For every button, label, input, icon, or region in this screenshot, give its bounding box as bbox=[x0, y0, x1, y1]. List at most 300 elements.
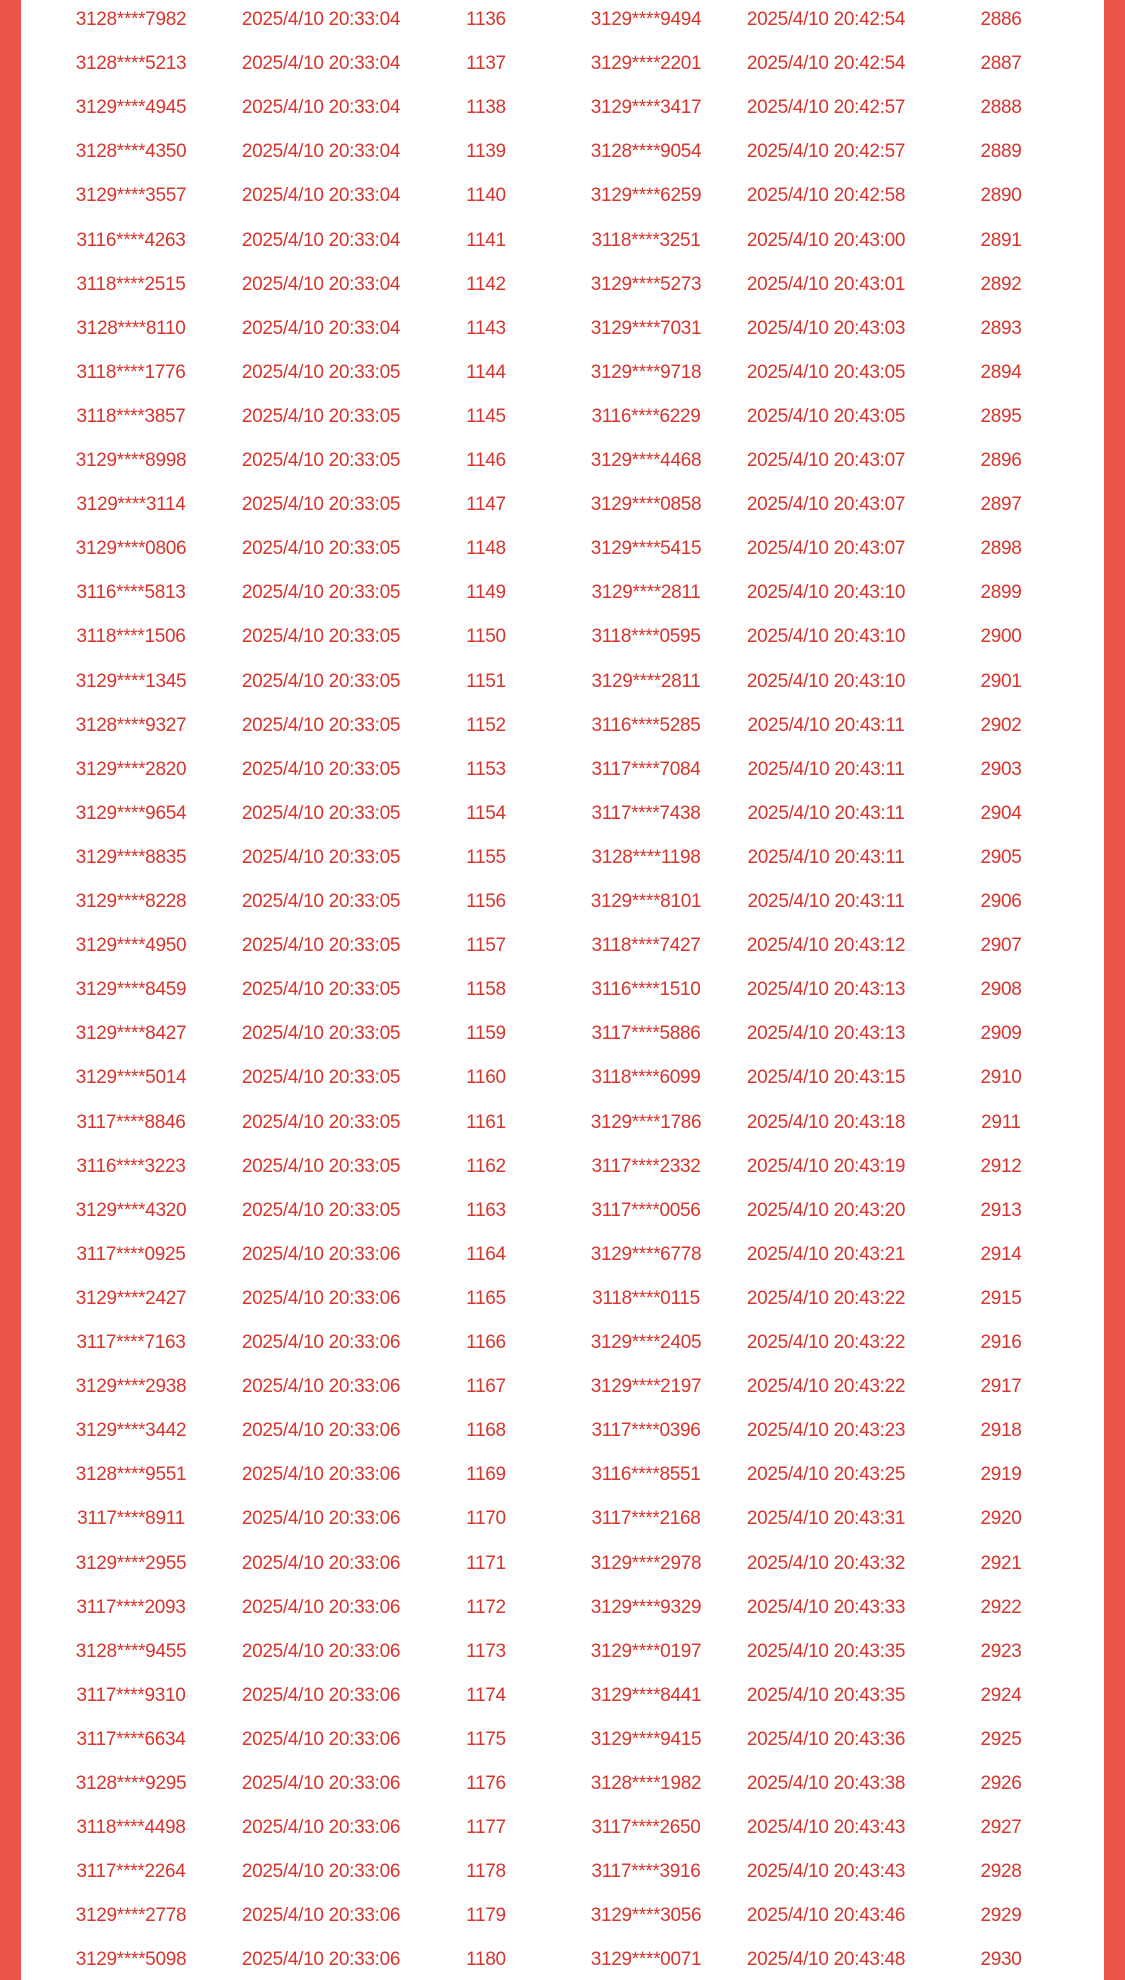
right-rank-number-cell: 2901 bbox=[980, 670, 1022, 692]
right-phone-masked-cell: 3129****0071 bbox=[590, 1949, 702, 1971]
left-rank-number-cell: 1180 bbox=[466, 1949, 506, 1971]
left-phone-masked-cell: 3117****7163 bbox=[76, 1332, 186, 1353]
right-rank-number-cell: 2910 bbox=[980, 1067, 1022, 1089]
right-rank-number-cell: 2893 bbox=[980, 317, 1022, 339]
left-rank-number-cell: 1161 bbox=[466, 1111, 506, 1133]
table-row bbox=[21, 351, 1104, 395]
left-phone-masked-cell: 3129****5014 bbox=[75, 1067, 187, 1089]
left-phone-masked-cell: 3116****3223 bbox=[76, 1155, 186, 1177]
right-rank-number-cell: 2907 bbox=[980, 935, 1022, 957]
table-row bbox=[21, 0, 1104, 42]
table-row bbox=[21, 1586, 1104, 1630]
left-phone-masked-cell: 3129****3442 bbox=[75, 1420, 187, 1442]
left-draw-time-cell: 2025/4/10 20:33:05 bbox=[241, 1067, 401, 1089]
left-rank-number-cell: 1153 bbox=[466, 758, 506, 780]
right-draw-time-cell: 2025/4/10 20:43:22 bbox=[746, 1332, 906, 1353]
right-phone-masked-cell: 3117****7084 bbox=[591, 758, 701, 780]
right-draw-time-cell: 2025/4/10 20:43:11 bbox=[747, 846, 905, 868]
right-rank-number-cell: 2916 bbox=[980, 1332, 1022, 1353]
right-rank-number-cell: 2919 bbox=[980, 1464, 1022, 1486]
table-row bbox=[21, 615, 1104, 659]
left-phone-masked-cell: 3129****5098 bbox=[75, 1949, 187, 1971]
right-draw-time-cell: 2025/4/10 20:43:43 bbox=[746, 1817, 906, 1839]
right-draw-time-cell: 2025/4/10 20:43:32 bbox=[746, 1552, 906, 1574]
right-phone-masked-cell: 3118****0115 bbox=[592, 1287, 700, 1309]
right-rank-number-cell: 2898 bbox=[980, 538, 1022, 560]
right-draw-time-cell: 2025/4/10 20:43:19 bbox=[746, 1155, 906, 1177]
left-rank-number-cell: 1147 bbox=[466, 494, 506, 516]
right-phone-masked-cell: 3129****9494 bbox=[590, 9, 702, 30]
right-rank-number-cell: 2887 bbox=[980, 53, 1022, 75]
right-draw-time-cell: 2025/4/10 20:43:36 bbox=[746, 1728, 906, 1750]
right-phone-masked-cell: 3118****3251 bbox=[591, 229, 701, 251]
right-rank-number-cell: 2912 bbox=[980, 1155, 1022, 1177]
right-phone-masked-cell: 3129****5273 bbox=[590, 273, 702, 295]
right-draw-time-cell: 2025/4/10 20:43:01 bbox=[746, 273, 906, 295]
left-rank-number-cell: 1136 bbox=[466, 9, 506, 30]
left-rank-number-cell: 1163 bbox=[466, 1199, 506, 1221]
left-draw-time-cell: 2025/4/10 20:33:05 bbox=[241, 979, 401, 1001]
left-draw-time-cell: 2025/4/10 20:33:05 bbox=[241, 538, 401, 560]
left-draw-time-cell: 2025/4/10 20:33:05 bbox=[241, 1111, 401, 1133]
right-phone-masked-cell: 3129****2201 bbox=[590, 53, 702, 75]
right-rank-number-cell: 2903 bbox=[980, 758, 1022, 780]
right-draw-time-cell: 2025/4/10 20:43:22 bbox=[746, 1376, 906, 1398]
right-rank-number-cell: 2892 bbox=[980, 273, 1022, 295]
left-phone-masked-cell: 3129****2955 bbox=[75, 1552, 187, 1574]
right-rank-number-cell: 2886 bbox=[980, 9, 1022, 30]
right-rank-number-cell: 2900 bbox=[980, 626, 1022, 648]
right-phone-masked-cell: 3129****3056 bbox=[590, 1905, 702, 1927]
left-phone-masked-cell: 3129****4950 bbox=[75, 935, 187, 957]
left-draw-time-cell: 2025/4/10 20:33:05 bbox=[241, 714, 401, 736]
left-draw-time-cell: 2025/4/10 20:33:06 bbox=[241, 1243, 401, 1265]
left-rank-number-cell: 1158 bbox=[466, 979, 506, 1001]
right-draw-time-cell: 2025/4/10 20:43:23 bbox=[746, 1420, 906, 1442]
left-phone-masked-cell: 3128****8110 bbox=[76, 317, 186, 339]
left-phone-masked-cell: 3129****8459 bbox=[75, 979, 187, 1001]
left-rank-number-cell: 1176 bbox=[466, 1773, 506, 1794]
table-row bbox=[21, 660, 1104, 704]
left-phone-masked-cell: 3129****9654 bbox=[75, 802, 187, 824]
left-rank-number-cell: 1170 bbox=[466, 1508, 506, 1530]
left-draw-time-cell: 2025/4/10 20:33:05 bbox=[241, 802, 401, 824]
right-rank-number-cell: 2911 bbox=[981, 1111, 1021, 1133]
right-phone-masked-cell: 3129****9329 bbox=[590, 1596, 702, 1618]
right-phone-masked-cell: 3117****2650 bbox=[591, 1817, 701, 1839]
left-draw-time-cell: 2025/4/10 20:33:05 bbox=[241, 846, 401, 868]
right-draw-time-cell: 2025/4/10 20:43:13 bbox=[746, 979, 906, 1001]
left-draw-time-cell: 2025/4/10 20:33:06 bbox=[241, 1287, 401, 1309]
table-row bbox=[21, 1056, 1104, 1100]
left-phone-masked-cell: 3129****4320 bbox=[75, 1199, 187, 1221]
right-draw-time-cell: 2025/4/10 20:43:31 bbox=[746, 1508, 906, 1530]
right-draw-time-cell: 2025/4/10 20:43:35 bbox=[746, 1640, 906, 1662]
left-draw-time-cell: 2025/4/10 20:33:05 bbox=[241, 935, 401, 957]
right-draw-time-cell: 2025/4/10 20:43:22 bbox=[746, 1287, 906, 1309]
right-draw-time-cell: 2025/4/10 20:43:10 bbox=[746, 626, 906, 648]
right-rank-number-cell: 2923 bbox=[980, 1640, 1022, 1662]
right-rank-number-cell: 2890 bbox=[980, 185, 1022, 207]
left-draw-time-cell: 2025/4/10 20:33:05 bbox=[241, 758, 401, 780]
left-phone-masked-cell: 3117****9310 bbox=[76, 1684, 186, 1706]
left-draw-time-cell: 2025/4/10 20:33:06 bbox=[241, 1684, 401, 1706]
left-draw-time-cell: 2025/4/10 20:33:04 bbox=[241, 185, 401, 207]
right-draw-time-cell: 2025/4/10 20:43:11 bbox=[747, 802, 905, 824]
left-draw-time-cell: 2025/4/10 20:33:06 bbox=[241, 1332, 401, 1353]
left-phone-masked-cell: 3129****1345 bbox=[75, 670, 187, 692]
right-phone-masked-cell: 3118****6099 bbox=[591, 1067, 701, 1089]
table-row bbox=[21, 1497, 1104, 1541]
left-draw-time-cell: 2025/4/10 20:33:05 bbox=[241, 1155, 401, 1177]
left-rank-number-cell: 1157 bbox=[466, 935, 506, 957]
left-rank-number-cell: 1167 bbox=[466, 1376, 506, 1398]
table-row bbox=[21, 86, 1104, 130]
left-rank-number-cell: 1171 bbox=[466, 1552, 506, 1574]
right-draw-time-cell: 2025/4/10 20:43:07 bbox=[746, 538, 906, 560]
right-draw-time-cell: 2025/4/10 20:43:10 bbox=[746, 670, 906, 692]
right-phone-masked-cell: 3117****3916 bbox=[591, 1861, 701, 1883]
left-rank-number-cell: 1137 bbox=[466, 53, 506, 75]
table-row bbox=[21, 968, 1104, 1012]
left-draw-time-cell: 2025/4/10 20:33:06 bbox=[241, 1728, 401, 1750]
left-phone-masked-cell: 3129****4945 bbox=[75, 97, 187, 119]
table-row bbox=[21, 307, 1104, 351]
left-draw-time-cell: 2025/4/10 20:33:06 bbox=[241, 1817, 401, 1839]
right-draw-time-cell: 2025/4/10 20:43:21 bbox=[746, 1243, 906, 1265]
left-phone-masked-cell: 3117****2264 bbox=[76, 1861, 186, 1883]
right-phone-masked-cell: 3128****1198 bbox=[591, 846, 701, 868]
left-draw-time-cell: 2025/4/10 20:33:05 bbox=[241, 1199, 401, 1221]
left-rank-number-cell: 1140 bbox=[466, 185, 506, 207]
table-row bbox=[21, 880, 1104, 924]
right-rank-number-cell: 2905 bbox=[980, 846, 1022, 868]
table-row bbox=[21, 1012, 1104, 1056]
left-draw-time-cell: 2025/4/10 20:33:06 bbox=[241, 1949, 401, 1971]
left-draw-time-cell: 2025/4/10 20:33:04 bbox=[241, 229, 401, 251]
left-phone-masked-cell: 3117****6634 bbox=[76, 1728, 186, 1750]
table-row bbox=[21, 1453, 1104, 1497]
table-row bbox=[21, 748, 1104, 792]
left-rank-number-cell: 1160 bbox=[466, 1067, 506, 1089]
right-phone-masked-cell: 3129****2978 bbox=[590, 1552, 702, 1574]
right-rank-number-cell: 2922 bbox=[980, 1596, 1022, 1618]
right-rank-number-cell: 2888 bbox=[980, 97, 1022, 119]
left-phone-masked-cell: 3116****4263 bbox=[76, 229, 186, 251]
right-draw-time-cell: 2025/4/10 20:43:15 bbox=[746, 1067, 906, 1089]
left-phone-masked-cell: 3129****8228 bbox=[75, 891, 187, 912]
right-phone-masked-cell: 3116****6229 bbox=[591, 405, 701, 427]
right-rank-number-cell: 2926 bbox=[980, 1773, 1022, 1794]
left-phone-masked-cell: 3117****2093 bbox=[76, 1596, 186, 1618]
right-draw-time-cell: 2025/4/10 20:43:03 bbox=[746, 317, 906, 339]
table-row bbox=[21, 263, 1104, 307]
left-draw-time-cell: 2025/4/10 20:33:04 bbox=[241, 9, 401, 30]
right-draw-time-cell: 2025/4/10 20:43:33 bbox=[746, 1596, 906, 1618]
left-rank-number-cell: 1172 bbox=[466, 1596, 506, 1618]
left-phone-masked-cell: 3118****1506 bbox=[76, 626, 186, 648]
right-rank-number-cell: 2927 bbox=[980, 1817, 1022, 1839]
left-phone-masked-cell: 3129****8998 bbox=[75, 450, 187, 471]
right-draw-time-cell: 2025/4/10 20:43:20 bbox=[746, 1199, 906, 1221]
left-draw-time-cell: 2025/4/10 20:33:04 bbox=[241, 97, 401, 119]
winners-list-sheet bbox=[21, 0, 1104, 1980]
left-phone-masked-cell: 3117****8911 bbox=[77, 1508, 185, 1530]
right-rank-number-cell: 2924 bbox=[980, 1684, 1022, 1706]
table-row bbox=[21, 395, 1104, 439]
left-rank-number-cell: 1151 bbox=[466, 670, 506, 692]
left-draw-time-cell: 2025/4/10 20:33:05 bbox=[241, 361, 401, 383]
table-row bbox=[21, 1233, 1104, 1277]
right-draw-time-cell: 2025/4/10 20:43:10 bbox=[746, 582, 906, 604]
right-rank-number-cell: 2909 bbox=[980, 1023, 1022, 1045]
table-row bbox=[21, 924, 1104, 968]
table-row bbox=[21, 1718, 1104, 1762]
right-draw-time-cell: 2025/4/10 20:43:48 bbox=[746, 1949, 906, 1971]
left-rank-number-cell: 1179 bbox=[466, 1905, 506, 1927]
left-rank-number-cell: 1138 bbox=[466, 97, 506, 119]
right-phone-masked-cell: 3128****9054 bbox=[590, 141, 702, 163]
right-draw-time-cell: 2025/4/10 20:43:11 bbox=[747, 891, 905, 912]
left-rank-number-cell: 1162 bbox=[466, 1155, 506, 1177]
table-row bbox=[21, 1189, 1104, 1233]
left-rank-number-cell: 1177 bbox=[466, 1817, 506, 1839]
left-rank-number-cell: 1139 bbox=[466, 141, 506, 163]
left-phone-masked-cell: 3129****2427 bbox=[75, 1287, 187, 1309]
right-rank-number-cell: 2896 bbox=[980, 450, 1022, 471]
left-rank-number-cell: 1178 bbox=[466, 1861, 506, 1883]
left-phone-masked-cell: 3129****3557 bbox=[75, 185, 187, 207]
left-phone-masked-cell: 3129****2938 bbox=[75, 1376, 187, 1398]
left-rank-number-cell: 1145 bbox=[466, 405, 506, 427]
table-row bbox=[21, 836, 1104, 880]
right-phone-masked-cell: 3117****7438 bbox=[591, 802, 701, 824]
left-draw-time-cell: 2025/4/10 20:33:05 bbox=[241, 494, 401, 516]
table-row bbox=[21, 792, 1104, 836]
table-row bbox=[21, 1894, 1104, 1938]
left-phone-masked-cell: 3117****0925 bbox=[76, 1243, 186, 1265]
right-phone-masked-cell: 3129****4468 bbox=[590, 450, 702, 471]
table-row bbox=[21, 1850, 1104, 1894]
right-draw-time-cell: 2025/4/10 20:43:35 bbox=[746, 1684, 906, 1706]
right-rank-number-cell: 2914 bbox=[980, 1243, 1022, 1265]
left-draw-time-cell: 2025/4/10 20:33:05 bbox=[241, 582, 401, 604]
left-phone-masked-cell: 3129****0806 bbox=[75, 538, 187, 560]
left-rank-number-cell: 1166 bbox=[466, 1332, 506, 1353]
right-phone-masked-cell: 3129****0197 bbox=[590, 1640, 702, 1662]
table-row bbox=[21, 571, 1104, 615]
left-draw-time-cell: 2025/4/10 20:33:06 bbox=[241, 1640, 401, 1662]
right-phone-masked-cell: 3129****6778 bbox=[590, 1243, 702, 1265]
right-rank-number-cell: 2920 bbox=[980, 1508, 1022, 1530]
left-draw-time-cell: 2025/4/10 20:33:06 bbox=[241, 1464, 401, 1486]
right-draw-time-cell: 2025/4/10 20:43:11 bbox=[747, 714, 905, 736]
right-rank-number-cell: 2895 bbox=[980, 405, 1022, 427]
left-rank-number-cell: 1142 bbox=[466, 273, 506, 295]
left-rank-number-cell: 1152 bbox=[466, 714, 506, 736]
right-draw-time-cell: 2025/4/10 20:42:57 bbox=[746, 97, 906, 119]
left-phone-masked-cell: 3128****9295 bbox=[75, 1773, 187, 1794]
left-draw-time-cell: 2025/4/10 20:33:06 bbox=[241, 1773, 401, 1794]
right-phone-masked-cell: 3129****1786 bbox=[590, 1111, 702, 1133]
left-draw-time-cell: 2025/4/10 20:33:04 bbox=[241, 141, 401, 163]
left-draw-time-cell: 2025/4/10 20:33:04 bbox=[241, 53, 401, 75]
table-row bbox=[21, 1365, 1104, 1409]
left-draw-time-cell: 2025/4/10 20:33:05 bbox=[241, 891, 401, 912]
right-phone-masked-cell: 3128****1982 bbox=[590, 1773, 702, 1794]
left-draw-time-cell: 2025/4/10 20:33:06 bbox=[241, 1596, 401, 1618]
right-phone-masked-cell: 3129****2405 bbox=[590, 1332, 702, 1353]
right-phone-masked-cell: 3117****2168 bbox=[591, 1508, 701, 1530]
left-rank-number-cell: 1174 bbox=[466, 1684, 506, 1706]
right-draw-time-cell: 2025/4/10 20:42:58 bbox=[746, 185, 906, 207]
right-rank-number-cell: 2889 bbox=[980, 141, 1022, 163]
left-phone-masked-cell: 3129****3114 bbox=[76, 494, 186, 516]
right-draw-time-cell: 2025/4/10 20:43:11 bbox=[747, 758, 905, 780]
right-rank-number-cell: 2904 bbox=[980, 802, 1022, 824]
left-rank-number-cell: 1146 bbox=[466, 450, 506, 471]
table-row bbox=[21, 1630, 1104, 1674]
table-row bbox=[21, 219, 1104, 263]
right-phone-masked-cell: 3129****9718 bbox=[590, 361, 702, 383]
right-phone-masked-cell: 3129****5415 bbox=[590, 538, 702, 560]
left-draw-time-cell: 2025/4/10 20:33:05 bbox=[241, 1023, 401, 1045]
table-row bbox=[21, 439, 1104, 483]
left-draw-time-cell: 2025/4/10 20:33:06 bbox=[241, 1376, 401, 1398]
right-phone-masked-cell: 3129****0858 bbox=[590, 494, 702, 516]
left-phone-masked-cell: 3129****8835 bbox=[75, 846, 187, 868]
table-row bbox=[21, 174, 1104, 218]
table-row bbox=[21, 527, 1104, 571]
right-rank-number-cell: 2897 bbox=[980, 494, 1022, 516]
right-rank-number-cell: 2906 bbox=[980, 891, 1022, 912]
right-rank-number-cell: 2929 bbox=[980, 1905, 1022, 1927]
left-rank-number-cell: 1155 bbox=[466, 846, 506, 868]
right-draw-time-cell: 2025/4/10 20:43:12 bbox=[746, 935, 906, 957]
right-phone-masked-cell: 3129****2197 bbox=[590, 1376, 702, 1398]
left-phone-masked-cell: 3118****3857 bbox=[76, 405, 186, 427]
right-rank-number-cell: 2913 bbox=[980, 1199, 1022, 1221]
left-rank-number-cell: 1149 bbox=[466, 582, 506, 604]
left-phone-masked-cell: 3118****1776 bbox=[76, 361, 186, 383]
left-phone-masked-cell: 3116****5813 bbox=[76, 582, 186, 604]
left-draw-time-cell: 2025/4/10 20:33:05 bbox=[241, 670, 401, 692]
left-draw-time-cell: 2025/4/10 20:33:05 bbox=[241, 626, 401, 648]
left-rank-number-cell: 1165 bbox=[466, 1287, 506, 1309]
right-draw-time-cell: 2025/4/10 20:42:54 bbox=[746, 9, 906, 30]
right-phone-masked-cell: 3117****0396 bbox=[591, 1420, 701, 1442]
right-rank-number-cell: 2930 bbox=[980, 1949, 1022, 1971]
left-draw-time-cell: 2025/4/10 20:33:06 bbox=[241, 1905, 401, 1927]
right-draw-time-cell: 2025/4/10 20:43:05 bbox=[746, 361, 906, 383]
right-phone-masked-cell: 3129****9415 bbox=[590, 1728, 702, 1750]
right-phone-masked-cell: 3129****8101 bbox=[590, 891, 702, 912]
right-phone-masked-cell: 3129****3417 bbox=[590, 97, 702, 119]
right-phone-masked-cell: 3129****6259 bbox=[590, 185, 702, 207]
table-row bbox=[21, 1321, 1104, 1365]
right-draw-time-cell: 2025/4/10 20:43:43 bbox=[746, 1861, 906, 1883]
right-phone-masked-cell: 3129****7031 bbox=[590, 317, 702, 339]
table-row bbox=[21, 130, 1104, 174]
right-draw-time-cell: 2025/4/10 20:43:07 bbox=[746, 494, 906, 516]
right-phone-masked-cell: 3117****2332 bbox=[591, 1155, 701, 1177]
right-rank-number-cell: 2899 bbox=[980, 582, 1022, 604]
right-rank-number-cell: 2915 bbox=[980, 1287, 1022, 1309]
right-phone-masked-cell: 3129****2811 bbox=[591, 582, 701, 604]
right-phone-masked-cell: 3117****0056 bbox=[591, 1199, 701, 1221]
table-row bbox=[21, 1409, 1104, 1453]
left-phone-masked-cell: 3117****8846 bbox=[76, 1111, 186, 1133]
left-phone-masked-cell: 3128****4350 bbox=[75, 141, 187, 163]
table-row bbox=[21, 1542, 1104, 1586]
table-row bbox=[21, 1674, 1104, 1718]
left-rank-number-cell: 1173 bbox=[466, 1640, 506, 1662]
left-rank-number-cell: 1159 bbox=[466, 1023, 506, 1045]
table-row bbox=[21, 1145, 1104, 1189]
right-rank-number-cell: 2925 bbox=[980, 1728, 1022, 1750]
left-draw-time-cell: 2025/4/10 20:33:06 bbox=[241, 1508, 401, 1530]
left-phone-masked-cell: 3129****2778 bbox=[75, 1905, 187, 1927]
right-rank-number-cell: 2891 bbox=[980, 229, 1022, 251]
right-draw-time-cell: 2025/4/10 20:42:54 bbox=[746, 53, 906, 75]
left-phone-masked-cell: 3118****2515 bbox=[76, 273, 186, 295]
left-rank-number-cell: 1150 bbox=[466, 626, 506, 648]
left-rank-number-cell: 1175 bbox=[466, 1728, 506, 1750]
right-rank-number-cell: 2928 bbox=[980, 1861, 1022, 1883]
right-rank-number-cell: 2908 bbox=[980, 979, 1022, 1001]
left-phone-masked-cell: 3129****2820 bbox=[75, 758, 187, 780]
right-phone-masked-cell: 3129****2811 bbox=[591, 670, 701, 692]
left-phone-masked-cell: 3129****8427 bbox=[75, 1023, 187, 1045]
right-draw-time-cell: 2025/4/10 20:43:38 bbox=[746, 1773, 906, 1794]
left-rank-number-cell: 1169 bbox=[466, 1464, 506, 1486]
right-draw-time-cell: 2025/4/10 20:43:00 bbox=[746, 229, 906, 251]
left-rank-number-cell: 1144 bbox=[466, 361, 506, 383]
left-phone-masked-cell: 3128****9327 bbox=[75, 714, 187, 736]
table-row bbox=[21, 704, 1104, 748]
left-rank-number-cell: 1143 bbox=[466, 317, 506, 339]
right-draw-time-cell: 2025/4/10 20:43:07 bbox=[746, 450, 906, 471]
left-draw-time-cell: 2025/4/10 20:33:06 bbox=[241, 1552, 401, 1574]
left-phone-masked-cell: 3128****9455 bbox=[75, 1640, 187, 1662]
table-row bbox=[21, 483, 1104, 527]
right-phone-masked-cell: 3116****5285 bbox=[591, 714, 701, 736]
right-rank-number-cell: 2918 bbox=[980, 1420, 1022, 1442]
table-row bbox=[21, 1101, 1104, 1145]
left-draw-time-cell: 2025/4/10 20:33:04 bbox=[241, 317, 401, 339]
table-row bbox=[21, 42, 1104, 86]
left-rank-number-cell: 1168 bbox=[466, 1420, 506, 1442]
right-draw-time-cell: 2025/4/10 20:43:46 bbox=[746, 1905, 906, 1927]
right-rank-number-cell: 2894 bbox=[980, 361, 1022, 383]
left-rank-number-cell: 1141 bbox=[466, 229, 506, 251]
right-rank-number-cell: 2902 bbox=[980, 714, 1022, 736]
table-row bbox=[21, 1806, 1104, 1850]
left-rank-number-cell: 1148 bbox=[466, 538, 506, 560]
right-draw-time-cell: 2025/4/10 20:43:05 bbox=[746, 405, 906, 427]
right-phone-masked-cell: 3117****5886 bbox=[591, 1023, 701, 1045]
left-rank-number-cell: 1164 bbox=[466, 1243, 506, 1265]
table-row bbox=[21, 1277, 1104, 1321]
right-phone-masked-cell: 3116****8551 bbox=[591, 1464, 701, 1486]
left-phone-masked-cell: 3128****7982 bbox=[75, 9, 187, 30]
left-draw-time-cell: 2025/4/10 20:33:05 bbox=[241, 405, 401, 427]
right-phone-masked-cell: 3118****7427 bbox=[591, 935, 701, 957]
left-rank-number-cell: 1156 bbox=[466, 891, 506, 912]
table-row bbox=[21, 1938, 1104, 1980]
table-row bbox=[21, 1762, 1104, 1806]
right-draw-time-cell: 2025/4/10 20:43:25 bbox=[746, 1464, 906, 1486]
